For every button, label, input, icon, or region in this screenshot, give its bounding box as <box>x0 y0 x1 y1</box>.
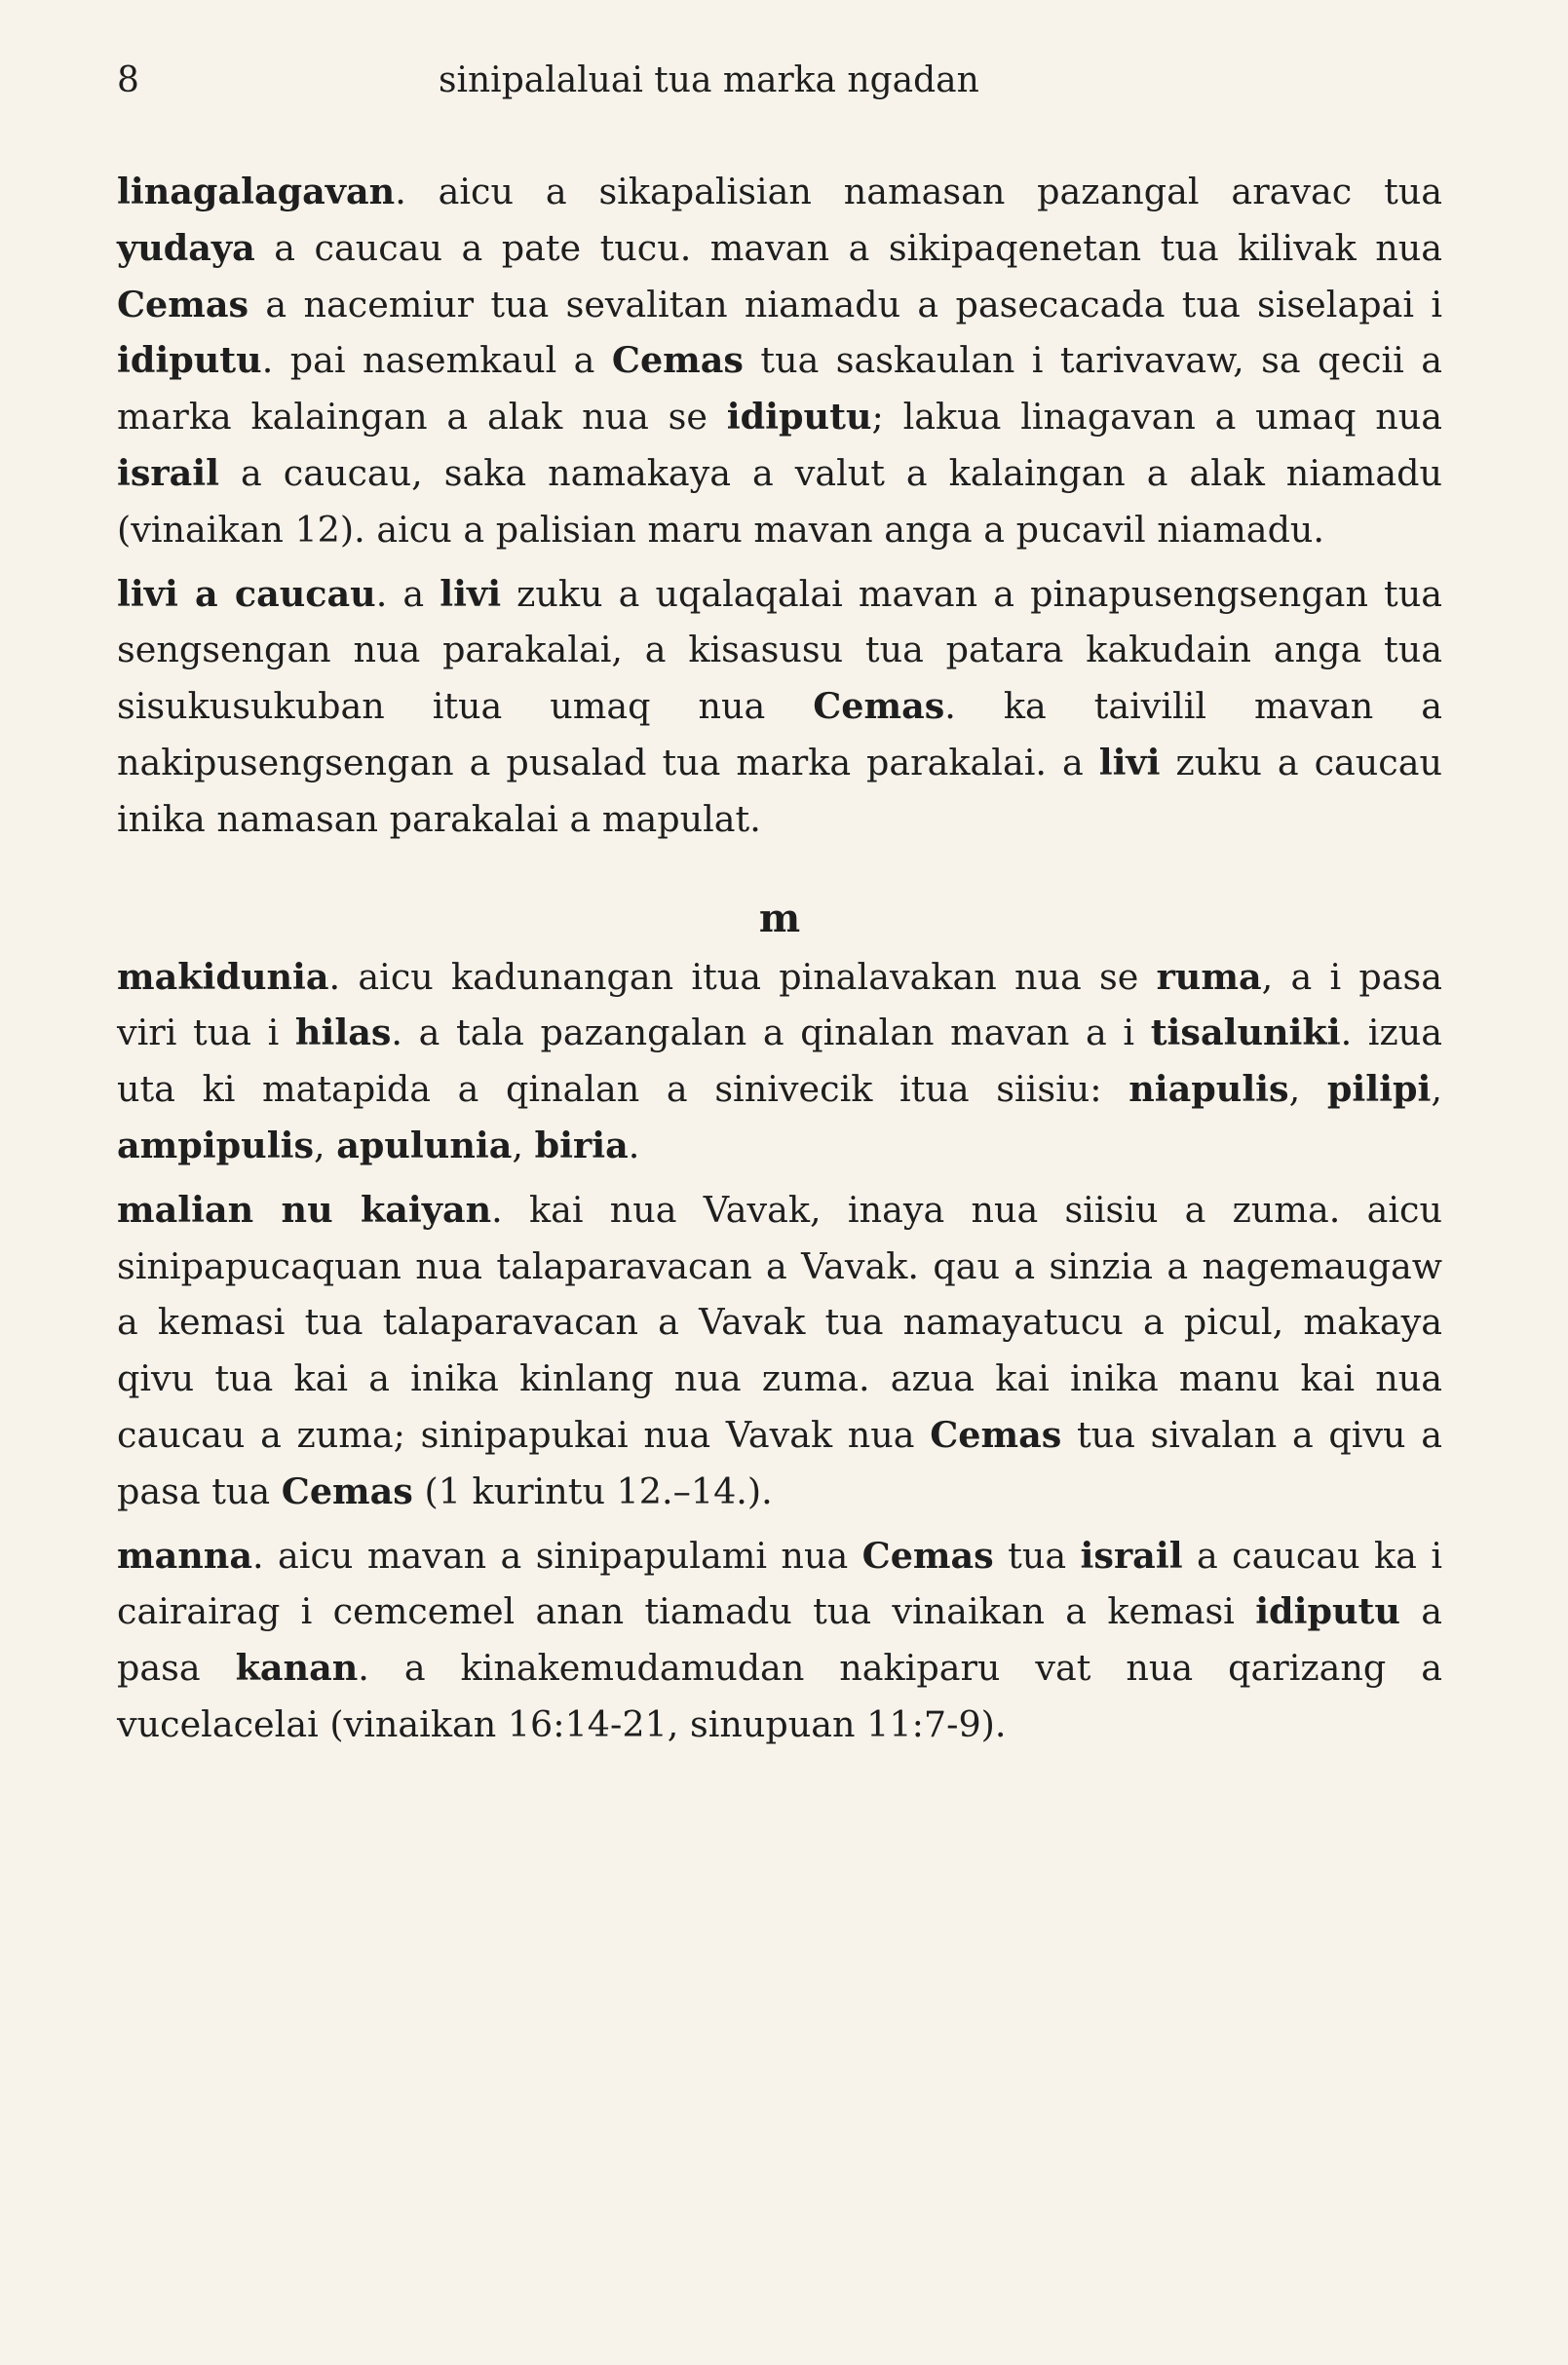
entry-manna <box>117 1528 1442 1753</box>
entry-text: zuku a caucau inika namasan parakalai a mapulat. <box>117 741 1442 840</box>
entry-text: ; lakua linagavan a umaq nua <box>871 396 1443 439</box>
entry-text: . <box>628 1124 640 1166</box>
entry-text: . a tala pazangalan a qinalan mavan a i <box>391 1011 1151 1054</box>
entry-text: , <box>512 1124 535 1166</box>
entry-text: a caucau ka i cairairag i cemcemel anan tiamadu tua vinaikan a kemasi <box>117 1534 1442 1633</box>
bold-term: idiputu <box>726 396 872 439</box>
entry-text: , <box>314 1124 337 1166</box>
entry-text: . pai nasemkaul a <box>261 339 612 382</box>
entry-text: . kai nua Vavak, inaya nua siisiu a zuma. aicu sinipapucaquan nua talaparavacan a Vavak. qau a sinzia a nagemaugaw a kemasi tua talaparavacan a Vavak tua namayatucu a picul, makaya qivu tua kai a inika kinlang nua zuma. azua kai inika manu kai nua caucau a zuma; sinipapukai nua Vavak nua <box>117 1188 1443 1456</box>
bold-term: Cemas <box>117 283 249 325</box>
bold-term: idiputu <box>117 339 262 382</box>
entries-list-m <box>117 949 1442 1753</box>
entry-text: zuku a uqalaqalai mavan a pinapusengsengan tua sengsengan nua parakalai, a kisasusu tua patara kakudain anga tua sisukusukuban itua umaq nua <box>117 572 1442 728</box>
bold-term: pilipi <box>1326 1068 1432 1111</box>
entry-linagalagavan <box>117 164 1442 558</box>
page-header <box>117 60 1432 119</box>
entry-text: tua <box>993 1534 1081 1577</box>
entry-text: (1 kurintu 12.–14.). <box>412 1469 773 1512</box>
entry-text: . a kinakemudamudan nakiparu vat nua qarizang a vucelacelai (vinaikan 16:14-21, sinupuan 11:7-9). <box>117 1647 1442 1745</box>
bold-term: hilas <box>294 1011 392 1054</box>
entry-text: , a i pasa viri tua i <box>117 955 1442 1054</box>
entry-text: a caucau a pate tucu. mavan a sikipaqenetan tua kilivak nua <box>254 226 1442 269</box>
bold-term: Cemas <box>611 339 744 382</box>
entry-text: a pasa <box>117 1590 1442 1690</box>
bold-term: Cemas <box>930 1413 1062 1456</box>
page-number: 8 <box>117 60 139 100</box>
bold-term: biria <box>534 1124 629 1166</box>
bold-term: israil <box>117 451 220 494</box>
bold-term: livi <box>1098 741 1161 783</box>
entry-text: a nacemiur tua sevalitan niamadu a pasecacada tua siselapai i <box>249 283 1442 325</box>
bold-term: tisaluniki <box>1150 1011 1341 1054</box>
entry-text: tua sivalan a qivu a pasa tua <box>117 1413 1442 1512</box>
page-content <box>117 164 1442 1761</box>
bold-term: livi <box>440 572 502 615</box>
bold-term: manna <box>117 1534 252 1577</box>
bold-term: makidunia <box>117 955 329 998</box>
section-letter-heading: m <box>758 895 801 941</box>
bold-term: Cemas <box>861 1534 994 1577</box>
bold-term: malian nu kaiyan <box>117 1188 492 1231</box>
bold-term: ampipulis <box>117 1124 314 1166</box>
bold-term: idiputu <box>1255 1590 1400 1633</box>
entry-malian-nu-kaiyan <box>117 1182 1442 1520</box>
entry-text: tua saskaulan i tarivavaw, sa qecii a marka kalaingan a alak nua se <box>117 339 1443 439</box>
bold-term: linagalagavan <box>117 171 396 212</box>
bold-term: Cemas <box>281 1469 413 1512</box>
bold-term: kanan <box>235 1647 359 1690</box>
running-title: sinipalaluai tua marka ngadan <box>439 60 979 100</box>
entry-text: , <box>1431 1068 1442 1111</box>
entry-text: . aicu mavan a sinipapulami nua <box>252 1534 862 1577</box>
entry-livi-a-caucau <box>117 566 1442 848</box>
entry-makidunia <box>117 949 1442 1174</box>
entry-text: . a <box>375 572 440 615</box>
bold-term: niapulis <box>1128 1068 1289 1111</box>
bold-term: yudaya <box>117 226 255 269</box>
entry-text: . ka taivilil mavan a nakipusengsengan a pusalad tua marka parakalai. a <box>117 685 1442 783</box>
entries-list-l <box>117 164 1442 848</box>
entry-text: . aicu kadunangan itua pinalavakan nua se <box>328 955 1157 998</box>
entry-text: a caucau, saka namakaya a valut a kalaingan a alak niamadu (vinaikan 12). aicu a palisian maru mavan anga a pucavil niamadu. <box>117 451 1442 551</box>
bold-term: apulunia <box>336 1124 513 1166</box>
bold-term: livi a caucau <box>117 572 376 615</box>
bold-term: Cemas <box>813 685 945 728</box>
bold-term: ruma <box>1156 955 1262 998</box>
bold-term: israil <box>1080 1534 1183 1577</box>
entry-text: . aicu a sikapalisian namasan pazangal aravac tua <box>395 171 1442 212</box>
entry-text: , <box>1288 1068 1327 1111</box>
entry-text: . izua uta ki matapida a qinalan a sinivecik itua siisiu: <box>117 1011 1442 1111</box>
